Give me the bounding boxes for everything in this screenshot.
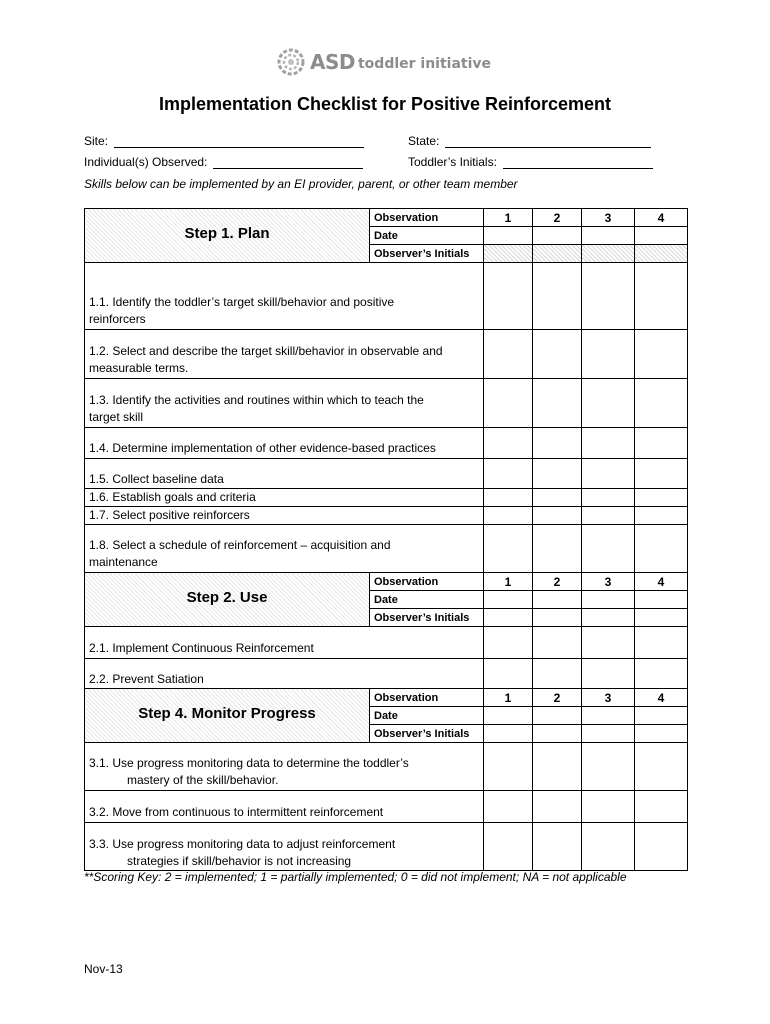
checklist-item: 1.6. Establish goals and criteria: [85, 489, 484, 507]
score-cell[interactable]: [484, 330, 533, 379]
site-label: Site:: [84, 134, 109, 148]
observation-label: Observation: [370, 573, 484, 591]
site-field: [84, 134, 364, 148]
observer-cell[interactable]: [582, 725, 635, 743]
initials-field: [408, 155, 653, 169]
step-title: Step 4. Monitor Progress: [138, 705, 316, 722]
date-cell[interactable]: [484, 591, 533, 609]
state-field: [408, 134, 651, 148]
checklist-item: 1.8. Select a schedule of reinforcement – acquisition and maintenance: [85, 525, 484, 573]
score-cell[interactable]: [635, 263, 688, 330]
initials-input-line[interactable]: [503, 157, 653, 169]
date-cell[interactable]: [635, 227, 688, 245]
observer-cell[interactable]: [484, 245, 533, 263]
score-cell[interactable]: [635, 459, 688, 489]
step-title-cell: [85, 573, 370, 627]
score-cell[interactable]: [582, 330, 635, 379]
table-row: [85, 330, 688, 379]
observer-cell[interactable]: [635, 725, 688, 743]
table-row: [85, 263, 688, 330]
date-cell[interactable]: [635, 591, 688, 609]
score-cell[interactable]: [484, 525, 533, 573]
logo-brand: ASD: [310, 50, 355, 74]
observation-label: Observation: [370, 209, 484, 227]
date-label: Date: [370, 707, 484, 725]
footer-date: Nov-13: [84, 962, 123, 976]
score-cell[interactable]: [533, 525, 582, 573]
score-cell[interactable]: [533, 791, 582, 823]
page-title: Implementation Checklist for Positive Reinforcement: [158, 94, 612, 114]
score-cell[interactable]: [484, 507, 533, 525]
table-row: [85, 525, 688, 573]
table-row: [85, 459, 688, 489]
date-cell[interactable]: [582, 707, 635, 725]
observer-label: Observer’s Initials: [370, 245, 484, 263]
step-title-cell: [85, 209, 370, 263]
score-cell[interactable]: [582, 379, 635, 428]
col-header: 2: [533, 209, 582, 227]
score-cell[interactable]: [635, 823, 688, 871]
score-cell[interactable]: [635, 379, 688, 428]
date-cell[interactable]: [484, 707, 533, 725]
checklist-item: 1.5. Collect baseline data: [85, 459, 484, 489]
score-cell[interactable]: [533, 627, 582, 659]
observer-cell[interactable]: [635, 609, 688, 627]
date-cell[interactable]: [533, 591, 582, 609]
date-cell[interactable]: [582, 227, 635, 245]
step-title: Step 1. Plan: [184, 225, 270, 242]
score-cell[interactable]: [582, 791, 635, 823]
col-header: 3: [582, 209, 635, 227]
date-label: Date: [370, 227, 484, 245]
col-header: 4: [635, 689, 688, 707]
score-cell[interactable]: [484, 743, 533, 791]
checklist-table: [84, 208, 688, 871]
score-cell[interactable]: [484, 428, 533, 459]
scoring-key: **Scoring Key: 2 = implemented; 1 = partially implemented; 0 = did not implement; NA = not applicable: [84, 870, 627, 884]
step-header-row: [85, 209, 688, 227]
score-cell[interactable]: [484, 791, 533, 823]
checklist-item: 3.2. Move from continuous to intermittent reinforcement: [85, 791, 484, 823]
step-title: Step 2. Use: [186, 589, 268, 606]
score-cell[interactable]: [635, 330, 688, 379]
individuals-label: Individual(s) Observed:: [84, 155, 208, 169]
table-row: [85, 791, 688, 823]
checklist-item: 2.2. Prevent Satiation: [85, 659, 484, 689]
score-cell[interactable]: [533, 823, 582, 871]
table-row: [85, 743, 688, 791]
date-cell[interactable]: [635, 707, 688, 725]
score-cell[interactable]: [582, 743, 635, 791]
date-cell[interactable]: [582, 591, 635, 609]
observer-cell[interactable]: [582, 245, 635, 263]
state-label: State:: [408, 134, 440, 148]
score-cell[interactable]: [582, 659, 635, 689]
score-cell[interactable]: [582, 627, 635, 659]
score-cell[interactable]: [533, 659, 582, 689]
col-header: 4: [635, 209, 688, 227]
observer-cell[interactable]: [533, 245, 582, 263]
score-cell[interactable]: [635, 489, 688, 507]
score-cell[interactable]: [635, 428, 688, 459]
checklist-item: 1.2. Select and describe the target skill/behavior in observable and measurable terms.: [85, 330, 484, 379]
step-title-cell: [85, 689, 370, 743]
table-row: [85, 379, 688, 428]
logo-swirl-icon: [276, 47, 306, 77]
observer-cell[interactable]: [533, 725, 582, 743]
score-cell[interactable]: [533, 428, 582, 459]
score-cell[interactable]: [533, 263, 582, 330]
initials-label: Toddler’s Initials:: [408, 155, 497, 169]
col-header: 1: [484, 209, 533, 227]
score-cell[interactable]: [533, 743, 582, 791]
table-row: [85, 489, 688, 507]
checklist-item: 1.7. Select positive reinforcers: [85, 507, 484, 525]
score-cell[interactable]: [484, 489, 533, 507]
date-cell[interactable]: [533, 707, 582, 725]
individuals-input-line[interactable]: [213, 157, 363, 169]
date-label: Date: [370, 591, 484, 609]
observation-label: Observation: [370, 689, 484, 707]
observer-label: Observer’s Initials: [370, 725, 484, 743]
score-cell[interactable]: [582, 823, 635, 871]
checklist-item: 3.1. Use progress monitoring data to determine the toddler’s mastery of the skill/behavior.: [85, 743, 484, 791]
checklist-item: 2.1. Implement Continuous Reinforcement: [85, 627, 484, 659]
score-cell[interactable]: [582, 525, 635, 573]
date-cell[interactable]: [484, 227, 533, 245]
state-input-line[interactable]: [445, 136, 651, 148]
score-cell[interactable]: [484, 659, 533, 689]
score-cell[interactable]: [533, 379, 582, 428]
score-cell[interactable]: [635, 525, 688, 573]
checklist-item: 1.1. Identify the toddler’s target skill/behavior and positive reinforcers: [85, 263, 484, 330]
score-cell[interactable]: [533, 489, 582, 507]
site-input-line[interactable]: [114, 136, 364, 148]
col-header: 1: [484, 689, 533, 707]
score-cell[interactable]: [484, 379, 533, 428]
col-header: 3: [582, 573, 635, 591]
observer-cell[interactable]: [635, 245, 688, 263]
step-header-row: [85, 573, 688, 591]
individuals-field: [84, 155, 363, 169]
col-header: 1: [484, 573, 533, 591]
observer-cell[interactable]: [582, 609, 635, 627]
observer-cell[interactable]: [484, 609, 533, 627]
checklist-item: 3.3. Use progress monitoring data to adjust reinforcement strategies if skill/behavior is not increasing: [85, 823, 484, 871]
table-row: [85, 428, 688, 459]
score-cell[interactable]: [635, 627, 688, 659]
score-cell[interactable]: [635, 791, 688, 823]
score-cell[interactable]: [484, 823, 533, 871]
step-header-row: [85, 689, 688, 707]
score-cell[interactable]: [484, 263, 533, 330]
date-cell[interactable]: [533, 227, 582, 245]
table-row: [85, 627, 688, 659]
score-cell[interactable]: [582, 489, 635, 507]
logo: [276, 44, 491, 80]
observer-label: Observer’s Initials: [370, 609, 484, 627]
score-cell[interactable]: [635, 507, 688, 525]
score-cell[interactable]: [533, 459, 582, 489]
checklist-item: 1.3. Identify the activities and routines within which to teach the target skill: [85, 379, 484, 428]
table-row: [85, 823, 688, 871]
col-header: 2: [533, 689, 582, 707]
score-cell[interactable]: [582, 459, 635, 489]
col-header: 4: [635, 573, 688, 591]
score-cell[interactable]: [582, 428, 635, 459]
logo-text: toddler initiative: [357, 56, 492, 72]
col-header: 2: [533, 573, 582, 591]
checklist-item: 1.4. Determine implementation of other evidence-based practices: [85, 428, 484, 459]
score-cell[interactable]: [635, 743, 688, 791]
table-row: [85, 659, 688, 689]
score-cell[interactable]: [484, 459, 533, 489]
observer-cell[interactable]: [484, 725, 533, 743]
col-header: 3: [582, 689, 635, 707]
score-cell[interactable]: [533, 507, 582, 525]
score-cell[interactable]: [582, 263, 635, 330]
score-cell[interactable]: [484, 627, 533, 659]
instruction-note: Skills below can be implemented by an EI provider, parent, or other team member: [84, 177, 518, 191]
observer-cell[interactable]: [533, 609, 582, 627]
score-cell[interactable]: [582, 507, 635, 525]
score-cell[interactable]: [533, 330, 582, 379]
score-cell[interactable]: [635, 659, 688, 689]
table-row: [85, 507, 688, 525]
